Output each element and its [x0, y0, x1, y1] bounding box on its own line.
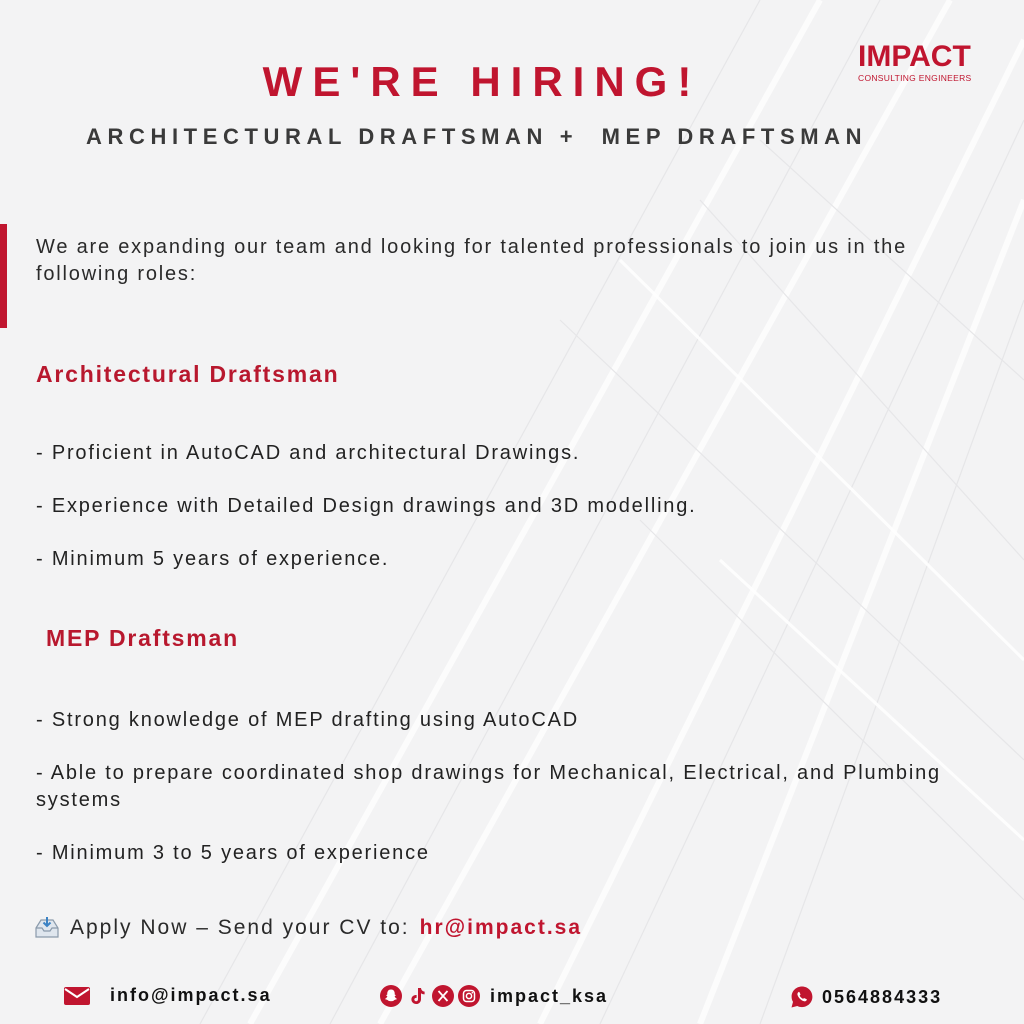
page-headline: WE'RE HIRING!: [262, 58, 702, 105]
logo-text: IMPACT: [858, 40, 971, 73]
positions-subheadline: ARCHITECTURAL DRAFTSMAN + MEP DRAFTSMAN: [86, 124, 868, 149]
role-title-architectural: Architectural Draftsman: [36, 361, 340, 387]
instagram-icon[interactable]: [458, 985, 480, 1007]
apply-email-link[interactable]: hr@impact.sa: [419, 916, 583, 939]
footer-phone[interactable]: [790, 985, 942, 1009]
inbox-tray-icon: [34, 916, 60, 940]
requirement-item: - Minimum 5 years of experience.: [36, 548, 390, 570]
requirement-item: - Minimum 3 to 5 years of experience: [36, 842, 430, 864]
footer-email-text: info@impact.sa: [110, 985, 272, 1005]
snapchat-icon[interactable]: [380, 985, 402, 1007]
intro-text: We are expanding our team and looking for talented professionals to join us in the following roles:: [36, 236, 908, 285]
apply-text: Apply Now – Send your CV to:: [70, 916, 410, 939]
logo-subtitle: CONSULTING ENGINEERS: [858, 73, 972, 83]
requirement-item: - Proficient in AutoCAD and architectural Drawings.: [36, 442, 581, 464]
requirement-item: - Able to prepare coordinated shop drawings for Mechanical, Electrical, and Plumbing systems: [36, 762, 941, 811]
x-icon[interactable]: [432, 985, 454, 1007]
phone-number: 0564884333: [822, 986, 943, 1007]
footer-email[interactable]: [64, 985, 272, 1006]
whatsapp-icon: [790, 985, 814, 1009]
social-handle[interactable]: impact_ksa: [490, 985, 609, 1006]
accent-bar: [0, 224, 7, 328]
requirement-item: - Experience with Detailed Design drawings and 3D modelling.: [36, 495, 697, 517]
role-title-mep: MEP Draftsman: [46, 625, 239, 651]
mail-icon: [64, 987, 90, 1005]
apply-line: [34, 916, 582, 940]
tiktok-icon[interactable]: [406, 985, 428, 1007]
requirement-item: - Strong knowledge of MEP drafting using AutoCAD: [36, 709, 579, 731]
footer-socials: [380, 985, 608, 1007]
